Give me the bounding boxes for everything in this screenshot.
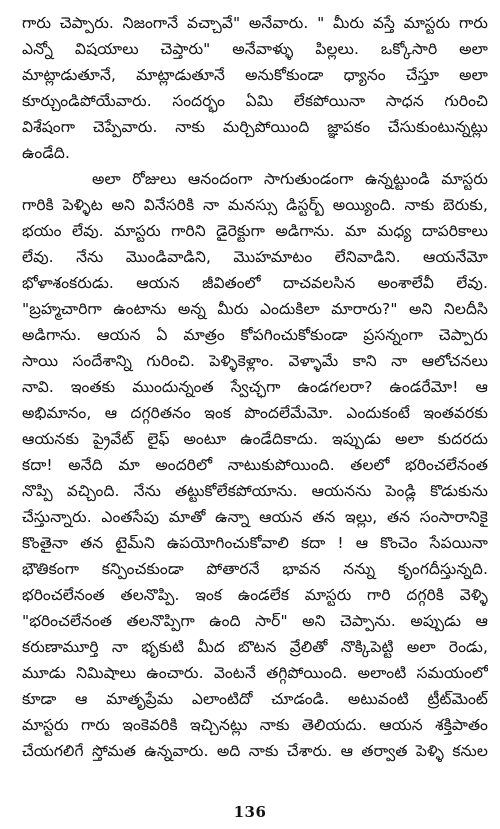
text-line: అభిమానం, ఆ దగ్గరితనం ఇంక పొందలేమేమో. ఎందుకంటే ఇంతవరకు [22, 404, 488, 422]
paragraph-2 [22, 166, 488, 764]
text-line: అడిగాను. ఆయన ఏ మాత్రం కోపగించుకోకుండా ప్రసన్నంగా చెప్పారు [22, 326, 488, 344]
text-line: నావి. ఇంతకు ముందున్నంత స్వేచ్ఛగా ఉండగలరా? ఉండరేమో! ఆ [22, 378, 488, 396]
text-line: ఆయనకు ప్రైవేట్ లైఫ్ అంటూ ఉండేదికాదు. ఇప్పుడు అలా కుదరదు [22, 430, 488, 448]
text-line: భౌతికంగా కన్పించకుండా పోతారనే భావన నన్ను కృంగదీస్తున్నది. [22, 560, 488, 578]
text-line: లేవు. నేను మొండివాడిని, మొహమాటం లేనివాడిని. ఆయనేమో [22, 248, 488, 266]
text-line: కొంతైనా తన టైమ్‌ని ఉపయోగించుకోవాలి కదా ! ఆ కొంచెం సేపయినా [22, 534, 488, 552]
text-line: ఉండేది. [22, 144, 70, 162]
text-line: విశేషంగా చెప్పేవారు. నాకు మర్చిపోయింది జ్ఞాపకం చేసుకుంటున్నట్లు [22, 118, 488, 136]
text-line: అలా రోజులు ఆనందంగా సాగుతుండంగా ఉన్నట్టుండి మాస్టరు [92, 170, 488, 188]
text-line: "భరించలేనంత తలనొప్పిగా ఉంది సార్" అని చెప్పాను. అప్పుడు ఆ [22, 612, 488, 630]
text-line: గారు చెప్పారు. నిజంగానే వచ్చావే" అనేవారు. " మీరు వస్తే మాస్టరు గారు [22, 14, 488, 32]
text-line: గారికి పెళ్ళిట అని వినేసరికి నా మనస్సు డిస్టర్బ్ అయ్యింది. నాకు బెరుకు, [22, 196, 488, 214]
text-line: నొప్పి వచ్చింది. నేను తట్టుకోలేకపోయాను. ఆయనను పెండ్లి కొడుకును [22, 482, 488, 500]
paragraph-1 [22, 10, 488, 166]
text-line: మాస్టరు గారు ఇంకెవరికి ఇచ్చినట్లు నాకు తెలియదు. ఆయన శక్తిపాతం [22, 716, 488, 734]
body-text [22, 10, 488, 764]
page-number: 136 [233, 803, 267, 821]
text-line: సాయి సందేశాన్ని గురించి. పెళ్ళికెళ్లాం. వెళ్ళామే కాని నా ఆలోచనలు [22, 352, 488, 370]
text-line: కదా! అనేది మా అందరిలో నాటుకుపోయింది. తలలో భరించలేనంత [22, 456, 488, 474]
text-line: భయం లేవు. మాస్టరు గారిని డైరెక్టుగా అడిగాను. మా మధ్య దాపరికాలు [22, 222, 488, 240]
text-line: "బ్రహ్మచారిగా ఉంటాను అన్న మీరు ఎందుకిలా మారారు?" అని నిలదీసి [22, 300, 488, 318]
text-line: మూడు నిమిషాలు ఉంచారు. వెంటనే తగ్గిపోయింది. అలాంటి సమయంలో [22, 664, 488, 682]
text-line: చేస్తున్నారు. ఎంతసేపు మాతో ఉన్నా ఆయన తన ఇల్లు, తన సంసారానికై [22, 508, 488, 526]
text-line: కరుణామూర్తి నా భృకుటి మీద బొటన వ్రేలితో నొక్కిపెట్టి అలా రెండు, [22, 638, 488, 656]
text-line: కూడా ఆ మాతృప్రేమ ఎలాంటిదో చూడండి. అటువంటి ట్రీట్‌మెంట్ [22, 690, 488, 708]
text-line: భరించలేనంత తలనొప్పి. ఇంక ఉండలేక మాస్టరు గారి దగ్గరికి వెళ్ళి [22, 586, 488, 604]
text-line: మాట్లాడుతూనే, మాట్లాడుతూనే అనుకోకుండా ధ్యానం చేస్తూ అలా [22, 66, 488, 84]
text-line: కూర్చుండిపోయేవారు. సందర్భం ఏమి లేకపోయినా సాధన గురించి [22, 92, 488, 110]
text-line: ఎన్నో విషయాలు చెప్తారు" అనేవాళ్ళు పిల్లలు. ఒక్కోసారి అలా [22, 40, 488, 58]
text-line: చేయగలిగే స్తోమత ఉన్నవారు. అది నాకు చేశారు. ఆ తర్వాత పెళ్ళి కనుల [22, 742, 488, 760]
text-line: భోళాశంకరుడు. ఆయన జీవితంలో దాచవలసిన అంశాలేవీ లేవు. [22, 274, 488, 292]
